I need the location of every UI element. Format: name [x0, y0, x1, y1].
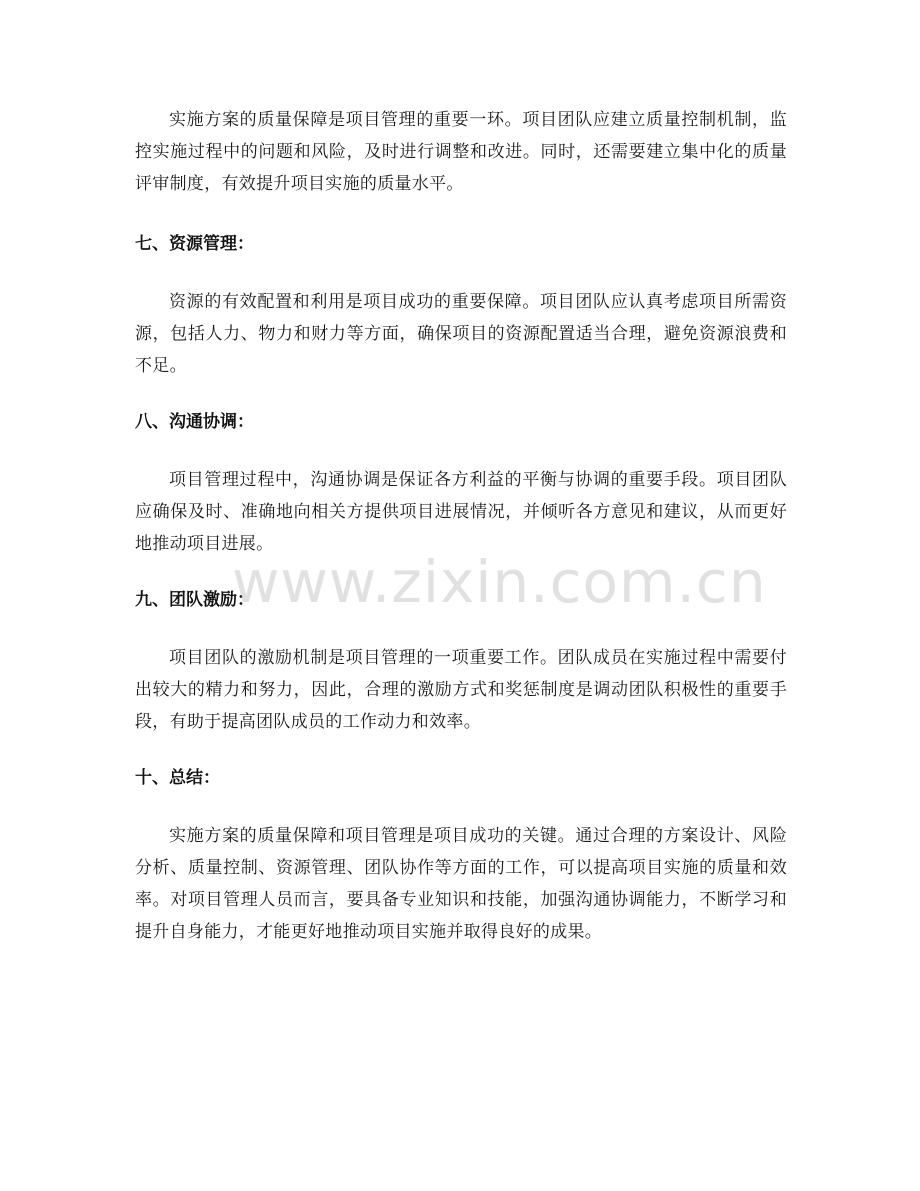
- section-body-resource-management: 资源的有效配置和利用是项目成功的重要保障。项目团队应认真考虑项目所需资源，包括人力、物力和财力等方面，确保项目的资源配置适当合理，避免资源浪费和不足。: [135, 292, 787, 376]
- section-body-team-motivation: 项目团队的激励机制是项目管理的一项重要工作。团队成员在实施过程中需要付出较大的精力和努力，因此，合理的激励方式和奖惩制度是调动团队积极性的重要手段，有助于提高团队成员的工作动力和效率。: [135, 648, 787, 732]
- section-heading-team-motivation: 九、团队激励：: [135, 590, 254, 610]
- section-body-communication: 项目管理过程中，沟通协调是保证各方利益的平衡与协调的重要手段。项目团队应确保及时、准确地向相关方提供项目进展情况，并倾听各方意见和建议，从而更好地推动项目进展。: [135, 470, 787, 554]
- document-body: [135, 104, 787, 948]
- watermark: www.zixin.com.cn: [232, 548, 767, 616]
- section-heading-summary: 十、总结：: [135, 768, 220, 788]
- section-heading-communication: 八、沟通协调：: [135, 412, 254, 432]
- intro-paragraph: 实施方案的质量保障是项目管理的重要一环。项目团队应建立质量控制机制，监控实施过程中的问题和风险，及时进行调整和改进。同时，还需要建立集中化的质量评审制度，有效提升项目实施的质量水平。: [135, 110, 787, 194]
- section-body-summary: 实施方案的质量保障和项目管理是项目成功的关键。通过合理的方案设计、风险分析、质量控制、资源管理、团队协作等方面的工作，可以提高项目实施的质量和效率。对项目管理人员而言，要具备专业知识和技能，加强沟通协调能力，不断学习和提升自身能力，才能更好地推动项目实施并取得良好的成果。: [135, 826, 787, 942]
- section-heading-resource-management: 七、资源管理：: [135, 234, 254, 254]
